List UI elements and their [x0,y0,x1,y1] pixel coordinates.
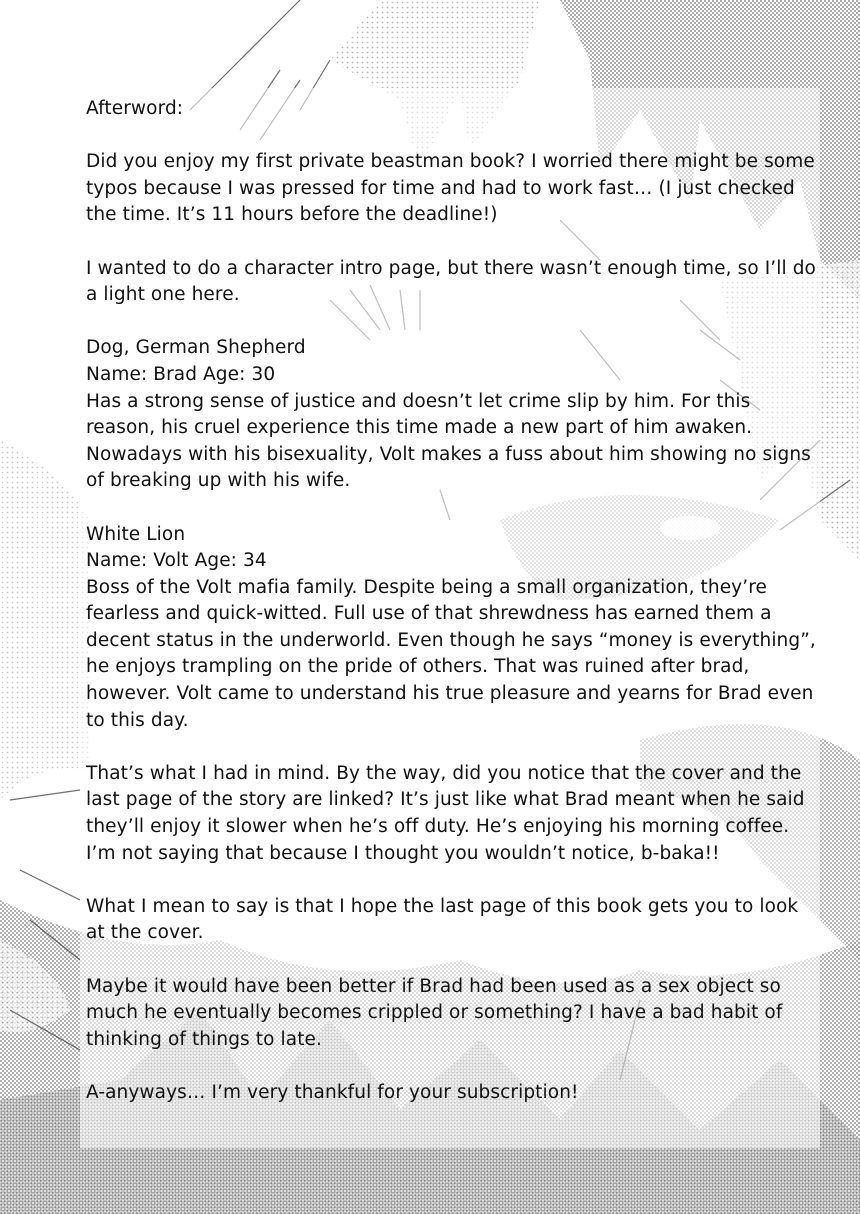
volt-description-line: Boss of the Volt mafia family. Despite being a small organization, they’re [86,576,767,598]
cover-note-line: I’m not saying that because I thought you wouldn’t notice, b-baka!! [86,842,720,864]
maybe-note-line: much he eventually becomes crippled or something? I have a bad habit of [86,1002,783,1024]
brad-profile [86,335,826,495]
maybe-note-paragraph [86,974,826,1054]
volt-description-line: he enjoys trampling on the pride of others. That was ruined after brad, [86,656,750,678]
maybe-note-line: thinking of things to late. [86,1028,323,1050]
intro-line: typos because I was pressed for time and had to work fast… (I just checked [86,177,795,199]
maybe-note-line: Maybe it would have been better if Brad had been used as a sex object so [86,975,781,997]
volt-description-line: fearless and quick-witted. Full use of that shrewdness has earned them a [86,603,772,625]
brad-name-age: Name: Brad Age: 30 [86,363,276,385]
intro-line: Did you enjoy my first private beastman book? I worried there might be some [86,151,815,173]
volt-name-age: Name: Volt Age: 34 [86,550,267,572]
char-intro-line: I wanted to do a character intro page, but there wasn’t enough time, so I’ll do [86,257,816,279]
volt-description-line: decent status in the underworld. Even though he says “money is everything”, [86,629,816,651]
brad-description-line: Has a strong sense of justice and doesn’t let crime slip by him. For this [86,390,751,412]
cover-note-line: last page of the story are linked? It’s just like what Brad meant when he said [86,789,805,811]
volt-description-line: to this day. [86,709,189,731]
closing-line: A-anyways… I’m very thankful for your subscription! [86,1081,579,1103]
hope-note-line: at the cover. [86,922,204,944]
brad-description-line: reason, his cruel experience this time made a new part of him awaken. [86,417,753,439]
intro-paragraph [86,149,826,229]
char-intro-line: a light one here. [86,284,240,306]
cover-note-paragraph [86,761,826,867]
volt-profile [86,522,826,735]
closing-paragraph [86,1080,826,1107]
char-intro-paragraph [86,256,826,309]
afterword-heading: Afterword: [86,98,184,119]
brad-species: Dog, German Shepherd [86,337,306,359]
afterword-text [86,96,826,1107]
afterword-heading-paragraph [86,96,826,123]
brad-description-line: of breaking up with his wife. [86,470,351,492]
intro-line: the time. It’s 11 hours before the deadline!) [86,204,498,226]
hope-note-line: What I mean to say is that I hope the last page of this book gets you to look [86,895,799,917]
wave-shape-left [0,440,90,800]
cover-note-line: That’s what I had in mind. By the way, did you notice that the cover and the [86,762,802,784]
brad-description-line: Nowadays with his bisexuality, Volt makes a fuss about him showing no signs [86,443,811,465]
hope-note-paragraph [86,894,826,947]
cover-note-line: they’ll enjoy it slower when he’s off duty. He’s enjoying his morning coffee. [86,816,790,838]
volt-species: White Lion [86,523,186,545]
volt-description-line: however. Volt came to understand his true pleasure and yearns for Brad even [86,683,814,705]
